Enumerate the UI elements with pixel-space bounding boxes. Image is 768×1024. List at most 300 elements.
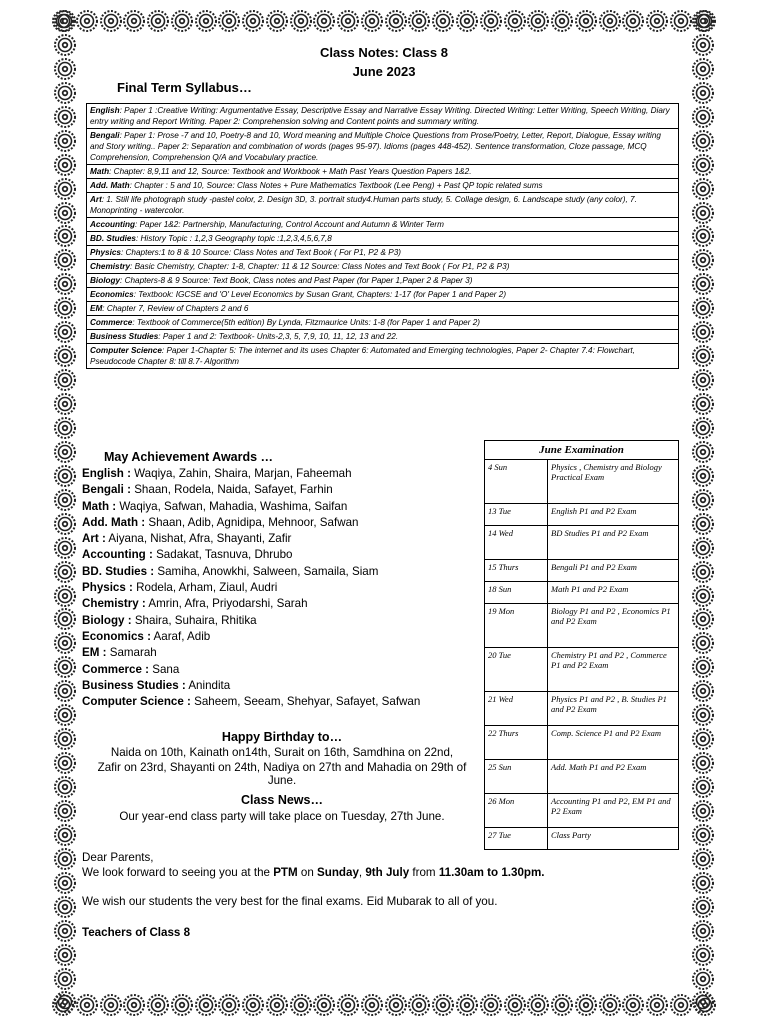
syllabus-cell: [87, 232, 679, 246]
achievement-subject: BD. Studies :: [82, 564, 155, 578]
border-ornament-icon: [54, 680, 76, 702]
achievement-names: Waqiya, Safwan, Mahadia, Washima, Saifan: [116, 499, 348, 513]
border-ornament-icon: [527, 994, 549, 1016]
border-ornament-icon: [692, 848, 714, 870]
border-ornament-icon: [599, 994, 621, 1016]
birthday-title: Happy Birthday to…: [221, 730, 343, 744]
border-ornament-icon: [551, 994, 573, 1016]
exam-row: [485, 604, 679, 648]
border-ornament-icon: [337, 10, 359, 32]
border-ornament-icon: [313, 10, 335, 32]
border-ornament-icon: [266, 994, 288, 1016]
achievement-names: Sana: [149, 662, 180, 676]
border-ornament-icon: [692, 202, 714, 224]
border-ornament-icon: [692, 441, 714, 463]
border-ornament-icon: [480, 994, 502, 1016]
achievement-subject: Art :: [82, 532, 106, 546]
border-ornament-icon: [692, 872, 714, 894]
border-ornament-icon: [54, 321, 76, 343]
border-ornament-icon: [692, 608, 714, 630]
border-ornament-icon: [692, 321, 714, 343]
syllabus-table: [86, 103, 679, 369]
border-ornament-icon: [646, 10, 668, 32]
exam-row: [485, 794, 679, 828]
achievement-item: [82, 482, 420, 498]
achievement-subject: Math :: [82, 499, 117, 513]
syllabus-text: : Chapter : 5 and 10, Source: Class Notes + Pure Mathematics Textbook (Lee Peng) + Past QP topic related sums: [129, 181, 543, 190]
border-ornament-icon: [313, 994, 335, 1016]
achievement-item: [82, 596, 420, 612]
syllabus-cell: [87, 316, 679, 330]
syllabus-row: [87, 260, 679, 274]
border-ornament-icon: [692, 345, 714, 367]
border-ornament-icon: [692, 130, 714, 152]
achievement-names: Shaira, Suhaira, Rhitika: [131, 613, 257, 627]
exam-date: 4 Sun: [485, 460, 548, 504]
letter-time: 11.30am to 1.30pm.: [438, 866, 545, 879]
syllabus-cell: [87, 344, 679, 369]
exam-row: [485, 828, 679, 850]
achievement-names: Aiyana, Nishat, Afra, Shayanti, Zafir: [105, 532, 292, 546]
exam-detail: Physics P1 and P2 , B. Studies P1 and P2 Exam: [548, 692, 679, 726]
achievement-item: [82, 499, 420, 515]
border-ornament-icon: [54, 10, 76, 32]
syllabus-subject: BD. Studies: [90, 234, 136, 243]
border-ornament-icon: [54, 369, 76, 391]
exam-date: 18 Sun: [485, 582, 548, 604]
border-ornament-icon: [54, 489, 76, 511]
border-ornament-icon: [480, 10, 502, 32]
border-ornament-icon: [692, 417, 714, 439]
exam-row: [485, 760, 679, 794]
border-ornament-icon: [692, 680, 714, 702]
syllabus-text: : Chapters:1 to 8 & 10 Source: Class Notes and Text Book ( For P1, P2 & P3): [120, 248, 401, 257]
border-ornament-icon: [692, 249, 714, 271]
border-ornament-icon: [575, 994, 597, 1016]
syllabus-cell: [87, 193, 679, 218]
syllabus-subject: Add. Math: [90, 181, 130, 190]
border-ornament-icon: [123, 994, 145, 1016]
achievement-subject: Bengali :: [82, 483, 131, 497]
border-ornament-icon: [692, 776, 714, 798]
border-ornament-icon: [692, 489, 714, 511]
syllabus-text: : 1. Still life photograph study -pastel color, 2. Design 3D, 3. portrait study4.Human parts study, 5. Collage design, 6. Landscape study (any color), 7. Monoprinting - watercolor.: [90, 195, 637, 215]
border-ornament-icon: [361, 994, 383, 1016]
border-ornament-icon: [692, 297, 714, 319]
achievement-item: [82, 645, 420, 661]
border-ornament-icon: [692, 393, 714, 415]
border-ornament-icon: [54, 920, 76, 942]
news-section: [82, 793, 482, 823]
border-ornament-icon: [54, 202, 76, 224]
syllabus-subject: Math: [90, 167, 110, 176]
border-ornament-icon: [432, 994, 454, 1016]
achievement-item: [82, 547, 420, 563]
border-ornament-icon: [54, 848, 76, 870]
exam-detail: Biology P1 and P2 , Economics P1 and P2 Exam: [548, 604, 679, 648]
achievement-item: [82, 694, 420, 710]
border-ornament-icon: [54, 393, 76, 415]
exam-detail: Add. Math P1 and P2 Exam: [548, 760, 679, 794]
exam-date: 20 Tue: [485, 648, 548, 692]
syllabus-subject: Chemistry: [90, 262, 131, 271]
achievement-subject: Chemistry :: [82, 597, 146, 611]
border-ornament-icon: [408, 994, 430, 1016]
border-ornament-icon: [385, 10, 407, 32]
syllabus-row: [87, 232, 679, 246]
border-ornament-icon: [692, 991, 714, 1013]
letter-salutation: Dear Parents,: [82, 851, 154, 864]
achievement-subject: English :: [82, 467, 131, 480]
exam-row: [485, 692, 679, 726]
achievement-item: [82, 515, 420, 531]
border-ornament-icon: [456, 994, 478, 1016]
border-ornament-icon: [100, 10, 122, 32]
syllabus-cell: [87, 165, 679, 179]
syllabus-text: : Textbook: IGCSE and 'O' Level Economics by Susan Grant, Chapters: 1-17 (for Paper 1 and Paper 2): [133, 290, 507, 299]
border-ornament-icon: [692, 273, 714, 295]
syllabus-text: : Paper 1 and 2: Textbook- Units-2,3, 5, 7,9, 10, 11, 12, 13 and 22.: [158, 332, 399, 341]
achievement-names: Amrin, Afra, Priyodarshi, Sarah: [145, 597, 308, 611]
syllabus-row: [87, 330, 679, 344]
achievement-subject: Biology :: [82, 613, 132, 627]
achievement-names: Shaan, Rodela, Naida, Safayet, Farhin: [130, 483, 333, 497]
border-ornament-icon: [54, 776, 76, 798]
achievement-subject: Accounting :: [82, 548, 153, 562]
exam-row: [485, 582, 679, 604]
syllabus-row: [87, 193, 679, 218]
syllabus-row: [87, 129, 679, 165]
syllabus-row: [87, 302, 679, 316]
syllabus-text: : Paper 1&2: Partnership, Manufacturing, Control Account and Autumn & Winter Term: [135, 220, 444, 229]
exam-date: 15 Thurs: [485, 560, 548, 582]
border-ornament-icon: [54, 417, 76, 439]
syllabus-row: [87, 246, 679, 260]
border-ornament-icon: [692, 968, 714, 990]
border-ornament-icon: [54, 82, 76, 104]
syllabus-subject: Art: [90, 195, 102, 204]
bottom-border: [0, 990, 768, 1020]
syllabus-subject: Computer Science: [90, 346, 162, 355]
syllabus-subject: Commerce: [90, 318, 133, 327]
border-ornament-icon: [123, 10, 145, 32]
border-ornament-icon: [692, 369, 714, 391]
syllabus-text: : Chapters-8 & 9 Source: Text Book, Class notes and Past Paper (for Paper 1,Paper 2 & Paper 3): [120, 276, 473, 285]
border-ornament-icon: [54, 800, 76, 822]
syllabus-subject: Physics: [90, 248, 121, 257]
achievement-item: [82, 466, 420, 482]
achievement-names: Samiha, Anowkhi, Salween, Samaila, Siam: [154, 564, 379, 578]
exam-detail: BD Studies P1 and P2 Exam: [548, 526, 679, 560]
border-ornament-icon: [54, 225, 76, 247]
border-ornament-icon: [692, 824, 714, 846]
border-ornament-icon: [54, 585, 76, 607]
achievement-subject: Physics :: [82, 581, 133, 595]
border-ornament-icon: [692, 10, 714, 32]
achievement-item: [82, 662, 420, 678]
achievement-subject: Commerce :: [82, 662, 150, 676]
syllabus-text: : Basic Chemistry, Chapter: 1-8, Chapter: 11 & 12 Source: Class Notes and Text Book ( For P1, P2 & P3): [130, 262, 510, 271]
border-ornament-icon: [54, 465, 76, 487]
syllabus-subject: Business Studies: [90, 332, 159, 341]
border-ornament-icon: [692, 178, 714, 200]
border-ornament-icon: [54, 130, 76, 152]
border-ornament-icon: [171, 10, 193, 32]
letter-p1-d: from: [409, 866, 439, 879]
syllabus-subject: Economics: [90, 290, 134, 299]
border-ornament-icon: [54, 561, 76, 583]
syllabus-text: : Paper 1 :Creative Writing: Argumentative Essay, Descriptive Essay and Narrative Essay Writing. Directed Writing: Letter Writing, Speech Writing, Diary entry writing and Report Writing. Paper 2: Comprehension solving and Content points and summary writing.: [90, 106, 670, 126]
border-ornament-icon: [692, 656, 714, 678]
border-ornament-icon: [218, 994, 240, 1016]
exam-detail: English P1 and P2 Exam: [548, 504, 679, 526]
border-ornament-icon: [692, 800, 714, 822]
letter-date: 9th July: [365, 866, 410, 879]
border-ornament-icon: [290, 994, 312, 1016]
syllabus-subject: English: [90, 106, 120, 115]
border-ornament-icon: [195, 994, 217, 1016]
border-ornament-icon: [504, 994, 526, 1016]
achievement-item: [82, 629, 420, 645]
border-ornament-icon: [100, 994, 122, 1016]
achievement-subject: Add. Math :: [82, 515, 146, 529]
achievement-names: Samarah: [106, 646, 157, 660]
border-ornament-icon: [147, 10, 169, 32]
syllabus-subject: Accounting: [90, 220, 136, 229]
border-ornament-icon: [692, 704, 714, 726]
letter-ptm: [82, 866, 545, 879]
syllabus-text: : Paper 1-Chapter 5: The internet and its uses Chapter 6: Automated and Emerging technologies, Paper 2- Chapter 7.4: Flowchart, Pseudocode Chapter 8: till 8.7- Algorithm: [90, 346, 635, 366]
border-ornament-icon: [692, 82, 714, 104]
border-ornament-icon: [692, 752, 714, 774]
syllabus-row: [87, 179, 679, 193]
border-ornament-icon: [54, 513, 76, 535]
border-ornament-icon: [218, 10, 240, 32]
birthday-section: [82, 730, 482, 787]
border-ornament-icon: [622, 994, 644, 1016]
achievement-item: [82, 613, 420, 629]
border-ornament-icon: [692, 225, 714, 247]
exam-row: [485, 526, 679, 560]
letter-day: Sunday: [317, 866, 359, 879]
exam-date: 13 Tue: [485, 504, 548, 526]
border-ornament-icon: [337, 994, 359, 1016]
border-ornament-icon: [385, 994, 407, 1016]
syllabus-row: [87, 274, 679, 288]
exam-detail: Class Party: [548, 828, 679, 850]
syllabus-row: [87, 288, 679, 302]
exam-row: [485, 726, 679, 760]
achievement-item: [82, 531, 420, 547]
syllabus-row: [87, 344, 679, 369]
exam-row: [485, 560, 679, 582]
border-ornament-icon: [290, 10, 312, 32]
exam-date: 25 Sun: [485, 760, 548, 794]
border-ornament-icon: [54, 249, 76, 271]
border-ornament-icon: [242, 994, 264, 1016]
exam-detail: Math P1 and P2 Exam: [548, 582, 679, 604]
achievement-names: Rodela, Arham, Ziaul, Audri: [132, 581, 278, 595]
letter-p1-b: on: [297, 866, 318, 879]
achievement-subject: Economics :: [82, 629, 151, 643]
border-ornament-icon: [195, 10, 217, 32]
border-ornament-icon: [692, 896, 714, 918]
border-ornament-icon: [432, 10, 454, 32]
border-ornament-icon: [54, 728, 76, 750]
exam-detail: Comp. Science P1 and P2 Exam: [548, 726, 679, 760]
letter-p1-a: We look forward to seeing you at the: [82, 866, 274, 879]
right-border: [688, 10, 718, 1014]
border-ornament-icon: [54, 178, 76, 200]
exam-date: 26 Mon: [485, 794, 548, 828]
border-ornament-icon: [54, 656, 76, 678]
birthday-line-2: Zafir on 23rd, Shayanti on 24th, Nadiya on 27th and Mahadia on 29th of June.: [97, 761, 467, 787]
syllabus-cell: [87, 274, 679, 288]
achievement-list: [82, 466, 420, 710]
border-ornament-icon: [692, 513, 714, 535]
syllabus-cell: [87, 330, 679, 344]
syllabus-cell: [87, 104, 679, 129]
syllabus-text: : Paper 1: Prose -7 and 10, Poetry-8 and 10, Word meaning and Multiple Choice Questions from Prose/Poetry, Letter, Report, Dialogue, Essay writing and Story writing.. Paper 2: Separation and combination of words (pages 95-97). Idioms (pages 448-452). Sentence transformation, Cloze passage, MCQ Comprehension, Comprehension Q/A and Vocabulary practice.: [90, 131, 661, 162]
border-ornament-icon: [692, 537, 714, 559]
syllabus-row: [87, 165, 679, 179]
syllabus-row: [87, 316, 679, 330]
letter-ptm-label: PTM: [273, 866, 298, 879]
border-ornament-icon: [54, 968, 76, 990]
syllabus-cell: [87, 179, 679, 193]
border-ornament-icon: [692, 944, 714, 966]
letter-p1-c: ,: [358, 866, 366, 879]
page-title: Class Notes: Class 8: [320, 45, 448, 60]
border-ornament-icon: [54, 106, 76, 128]
border-ornament-icon: [54, 154, 76, 176]
letter-wishes: We wish our students the very best for the final exams. Eid Mubarak to all of you.: [82, 895, 498, 908]
border-ornament-icon: [54, 752, 76, 774]
border-ornament-icon: [692, 106, 714, 128]
border-ornament-icon: [54, 632, 76, 654]
border-ornament-icon: [599, 10, 621, 32]
exam-date: 27 Tue: [485, 828, 548, 850]
syllabus-cell: [87, 288, 679, 302]
border-ornament-icon: [692, 465, 714, 487]
syllabus-cell: [87, 246, 679, 260]
border-ornament-icon: [54, 608, 76, 630]
exam-date: 21 Wed: [485, 692, 548, 726]
border-ornament-icon: [266, 10, 288, 32]
syllabus-text: : Chapter: 8,9,11 and 12, Source: Textbook and Workbook + Math Past Years Question Papers 1&2.: [109, 167, 472, 176]
border-ornament-icon: [692, 561, 714, 583]
news-text: Our year-end class party will take place on Tuesday, 27th June.: [119, 810, 445, 823]
syllabus-cell: [87, 129, 679, 165]
syllabus-subject: Bengali: [90, 131, 120, 140]
syllabus-cell: [87, 302, 679, 316]
achievement-subject: Business Studies :: [82, 678, 186, 692]
achievement-item: [82, 580, 420, 596]
left-border: [50, 10, 80, 1014]
border-ornament-icon: [54, 704, 76, 726]
exam-row: [485, 504, 679, 526]
exam-date: 14 Wed: [485, 526, 548, 560]
border-ornament-icon: [527, 10, 549, 32]
achievement-names: Saheem, Seeam, Shehyar, Safayet, Safwan: [190, 695, 421, 709]
achievement-subject: Computer Science :: [82, 695, 191, 709]
border-ornament-icon: [54, 537, 76, 559]
achievement-subject: EM :: [82, 646, 107, 660]
syllabus-cell: [87, 260, 679, 274]
border-ornament-icon: [692, 154, 714, 176]
letter-signature: Teachers of Class 8: [82, 926, 191, 939]
border-ornament-icon: [54, 441, 76, 463]
syllabus-row: [87, 218, 679, 232]
news-title: Class News…: [241, 793, 323, 807]
border-ornament-icon: [54, 273, 76, 295]
border-ornament-icon: [692, 728, 714, 750]
page-date: June 2023: [352, 64, 416, 79]
border-ornament-icon: [622, 10, 644, 32]
syllabus-cell: [87, 218, 679, 232]
exam-detail: Physics , Chemistry and Biology Practical Exam: [548, 460, 679, 504]
exam-table: [484, 440, 679, 850]
syllabus-text: : Textbook of Commerce(5th edition) By Lynda, Fitzmaurice Units: 1-8 (for Paper 1 and Paper 2): [132, 318, 481, 327]
border-ornament-icon: [692, 920, 714, 942]
achievement-names: Sadakat, Tasnuva, Dhrubo: [152, 548, 293, 562]
achievement-names: Aaraf, Adib: [150, 629, 211, 643]
syllabus-row: [87, 104, 679, 129]
achievement-item: [82, 564, 420, 580]
border-ornament-icon: [575, 10, 597, 32]
exam-detail: Bengali P1 and P2 Exam: [548, 560, 679, 582]
border-ornament-icon: [692, 585, 714, 607]
achievement-names: Anindita: [185, 678, 231, 692]
border-ornament-icon: [54, 297, 76, 319]
border-ornament-icon: [456, 10, 478, 32]
exam-detail: Chemistry P1 and P2 , Commerce P1 and P2 Exam: [548, 648, 679, 692]
border-ornament-icon: [54, 872, 76, 894]
border-ornament-icon: [551, 10, 573, 32]
syllabus-text: : History Topic : 1,2,3 Geography topic :1,2,3,4,5,6,7,8: [135, 234, 332, 243]
border-ornament-icon: [54, 944, 76, 966]
top-border: [0, 6, 768, 36]
exam-detail: Accounting P1 and P2, EM P1 and P2 Exam: [548, 794, 679, 828]
exam-date: 22 Thurs: [485, 726, 548, 760]
achievement-names: Waqiya, Zahin, Shaira, Marjan, Faheemah: [130, 467, 352, 480]
border-ornament-icon: [692, 632, 714, 654]
border-ornament-icon: [408, 10, 430, 32]
border-ornament-icon: [646, 994, 668, 1016]
border-ornament-icon: [242, 10, 264, 32]
exam-row: [485, 460, 679, 504]
achievement-item: [82, 678, 420, 694]
achievement-names: Shaan, Adib, Agnidipa, Mehnoor, Safwan: [145, 515, 359, 529]
achievement-title: May Achievement Awards …: [104, 450, 274, 464]
exam-title: June Examination: [485, 441, 679, 460]
border-ornament-icon: [54, 896, 76, 918]
syllabus-text: : Chapter 7, Review of Chapters 2 and 6: [102, 304, 249, 313]
syllabus-subject: Biology: [90, 276, 121, 285]
syllabus-subject: EM: [90, 304, 103, 313]
border-ornament-icon: [504, 10, 526, 32]
syllabus-title: Final Term Syllabus…: [117, 80, 252, 95]
border-ornament-icon: [171, 994, 193, 1016]
border-ornament-icon: [361, 10, 383, 32]
exam-date: 19 Mon: [485, 604, 548, 648]
birthday-line-1: Naida on 10th, Kainath on14th, Surait on 16th, Samdhina on 22nd,: [110, 746, 454, 759]
border-ornament-icon: [54, 345, 76, 367]
border-ornament-icon: [147, 994, 169, 1016]
border-ornament-icon: [54, 991, 76, 1013]
border-ornament-icon: [54, 824, 76, 846]
exam-row: [485, 648, 679, 692]
